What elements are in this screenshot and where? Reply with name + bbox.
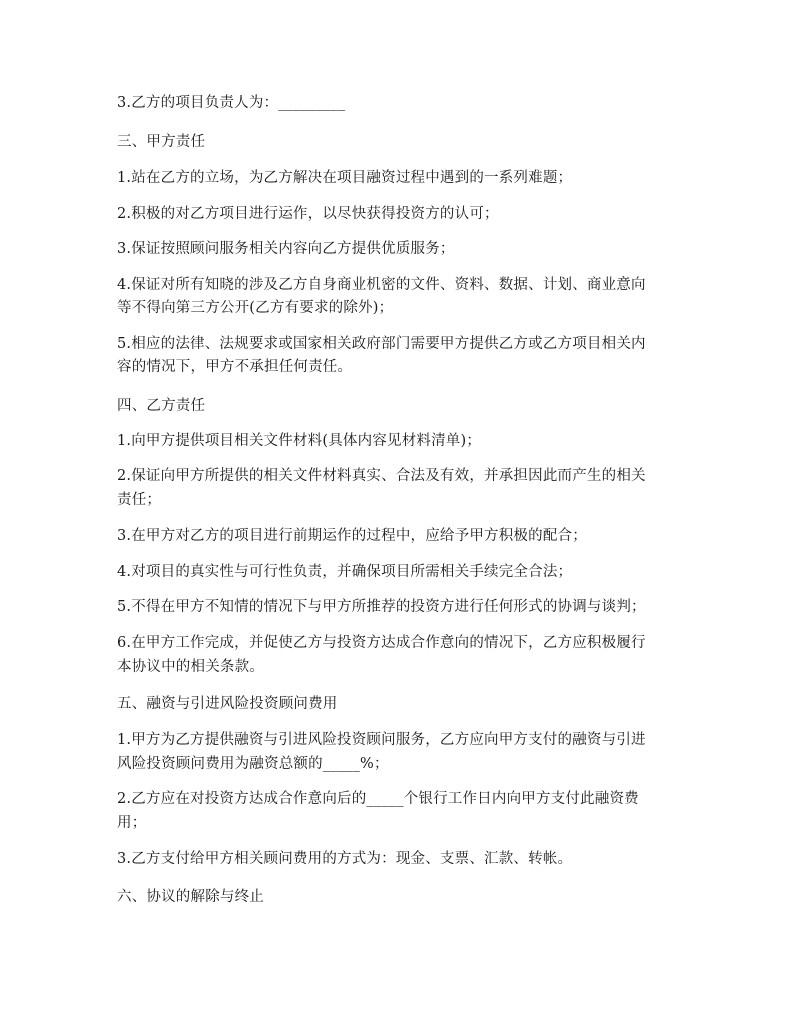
clause-3-project-lead: 3.乙方的项目负责人为：_________: [117, 95, 346, 111]
clause-fee-1-line-1: 1.甲方为乙方提供融资与引进风险投资顾问服务，乙方应向甲方支付的融资与引进: [117, 732, 646, 748]
clause-party-b-3: 3.在甲方对乙方的项目进行前期运作的过程中，应给予甲方积极的配合；: [117, 528, 587, 544]
clause-party-b-2-line-2: 责任；: [117, 492, 162, 508]
section-heading-5: 五、融资与引进风险投资顾问费用: [117, 696, 338, 712]
clause-party-a-1: 1.站在乙方的立场，为乙方解决在项目融资过程中遇到的一系列难题；: [117, 170, 573, 186]
clause-fee-2-line-1: 2.乙方应在对投资方达成合作意向后的_____个银行工作日内向甲方支付此融资费: [117, 791, 639, 807]
clause-party-b-5: 5.不得在甲方不知情的情况下与甲方所推荐的投资方进行任何形式的协调与谈判；: [117, 599, 646, 615]
clause-party-b-1: 1.向甲方提供项目相关文件材料(具体内容见材料清单)；: [117, 433, 482, 449]
clause-party-b-6-line-2: 本协议中的相关条款。: [117, 659, 264, 675]
clause-party-a-4-line-1: 4.保证对所有知晓的涉及乙方自身商业机密的文件、资料、数据、计划、商业意向: [117, 277, 646, 293]
clause-party-a-4-line-2: 等不得向第三方公开(乙方有要求的除外)；: [117, 300, 394, 316]
clause-party-b-2-line-1: 2.保证向甲方所提供的相关文件材料真实、合法及有效，并承担因此而产生的相关: [117, 468, 646, 484]
section-heading-4: 四、乙方责任: [117, 398, 206, 414]
clause-fee-1-line-2: 风险投资顾问费用为融资总额的_____%；: [117, 756, 389, 772]
clause-party-a-2: 2.积极的对乙方项目进行运作，以尽快获得投资方的认可；: [117, 206, 499, 222]
clause-party-a-5-line-2: 容的情况下，甲方不承担任何责任。: [117, 359, 353, 375]
clause-party-b-6-line-1: 6.在甲方工作完成，并促使乙方与投资方达成合作意向的情况下，乙方应积极履行: [117, 635, 646, 651]
clause-party-a-5-line-1: 5.相应的法律、法规要求或国家相关政府部门需要甲方提供乙方或乙方项目相关内: [117, 336, 646, 352]
clause-fee-2-line-2: 用；: [117, 815, 147, 831]
clause-party-a-3: 3.保证按照顾问服务相关内容向乙方提供优质服务；: [117, 241, 455, 257]
clause-fee-3: 3.乙方支付给甲方相关顾问费用的方式为：现金、支票、汇款、转帐。: [117, 851, 573, 867]
section-heading-3: 三、甲方责任: [117, 134, 206, 150]
clause-party-b-4: 4.对项目的真实性与可行性负责，并确保项目所需相关手续完全合法；: [117, 564, 573, 580]
section-heading-6: 六、协议的解除与终止: [117, 889, 264, 905]
